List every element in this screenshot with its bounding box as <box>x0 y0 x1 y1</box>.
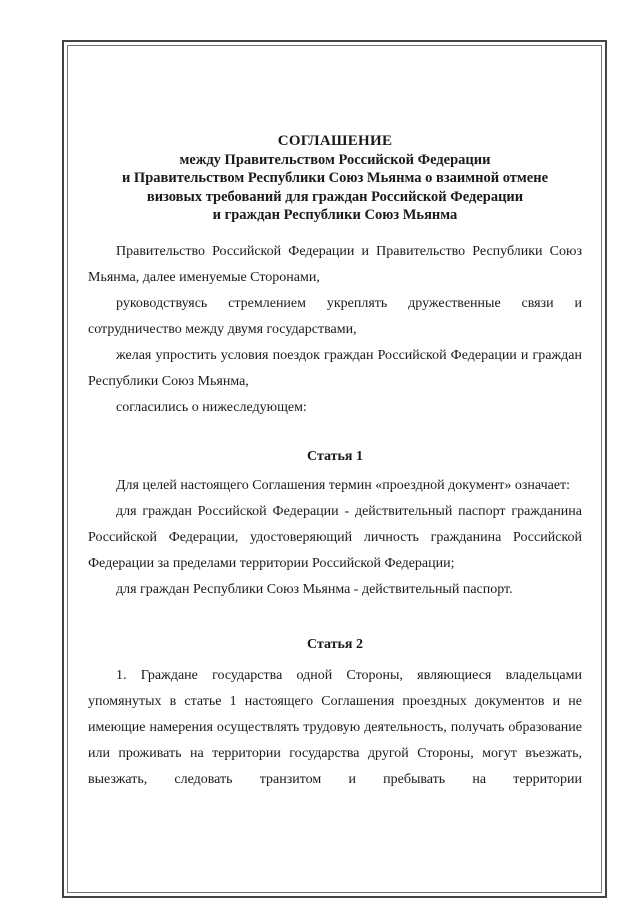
preamble-paragraph: согласились о нижеследующем: <box>116 399 307 415</box>
title-line-2: между Правительством Российской Федерации <box>179 151 491 168</box>
article-paragraph: Для целей настоящего Соглашения термин «проездной документ» означает: <box>116 477 571 493</box>
preamble <box>88 239 582 421</box>
title-heading: СОГЛАШЕНИЕ <box>277 133 393 149</box>
preamble-paragraph: Правительство Российской Федерации и Правительство Республики Союз Мьянма, далее именуемые Сторонами, <box>88 243 582 285</box>
article-paragraph: для граждан Российской Федерации - действительный паспорт гражданина Российской Федерации, удостоверяющий личность гражданина Российской Федерации за пределами территории Российской Федерации; <box>88 503 582 571</box>
article-paragraph: для граждан Республики Союз Мьянма - действительный паспорт. <box>116 581 513 597</box>
article-2 <box>88 663 582 793</box>
article-paragraph: 1. Граждане государства одной Стороны, являющиеся владельцами упомянутых в статье 1 настоящего Соглашения проездных документов и не имеющие намерения осуществлять трудовую деятельность, получать образование или проживать на территории государства другой Стороны, могут въезжать, выезжать, следовать транзитом и пребывать на территории <box>88 667 582 787</box>
document-title <box>88 132 582 225</box>
article-1-heading: Статья 1 <box>307 448 363 464</box>
document-body <box>88 132 582 793</box>
preamble-paragraph: желая упростить условия поездок граждан Российской Федерации и граждан Республики Союз Мьянма, <box>88 347 582 389</box>
article-2-heading: Статья 2 <box>307 636 363 652</box>
title-line-5: и граждан Республики Союз Мьянма <box>212 207 458 223</box>
title-line-4: визовых требований для граждан Российской Федерации <box>146 188 524 205</box>
article-1 <box>88 473 582 603</box>
preamble-paragraph: руководствуясь стремлением укреплять дружественные связи и сотрудничество между двумя государствами, <box>88 295 582 337</box>
title-line-3: и Правительством Республики Союз Мьянма о взаимной отмене <box>121 170 549 186</box>
